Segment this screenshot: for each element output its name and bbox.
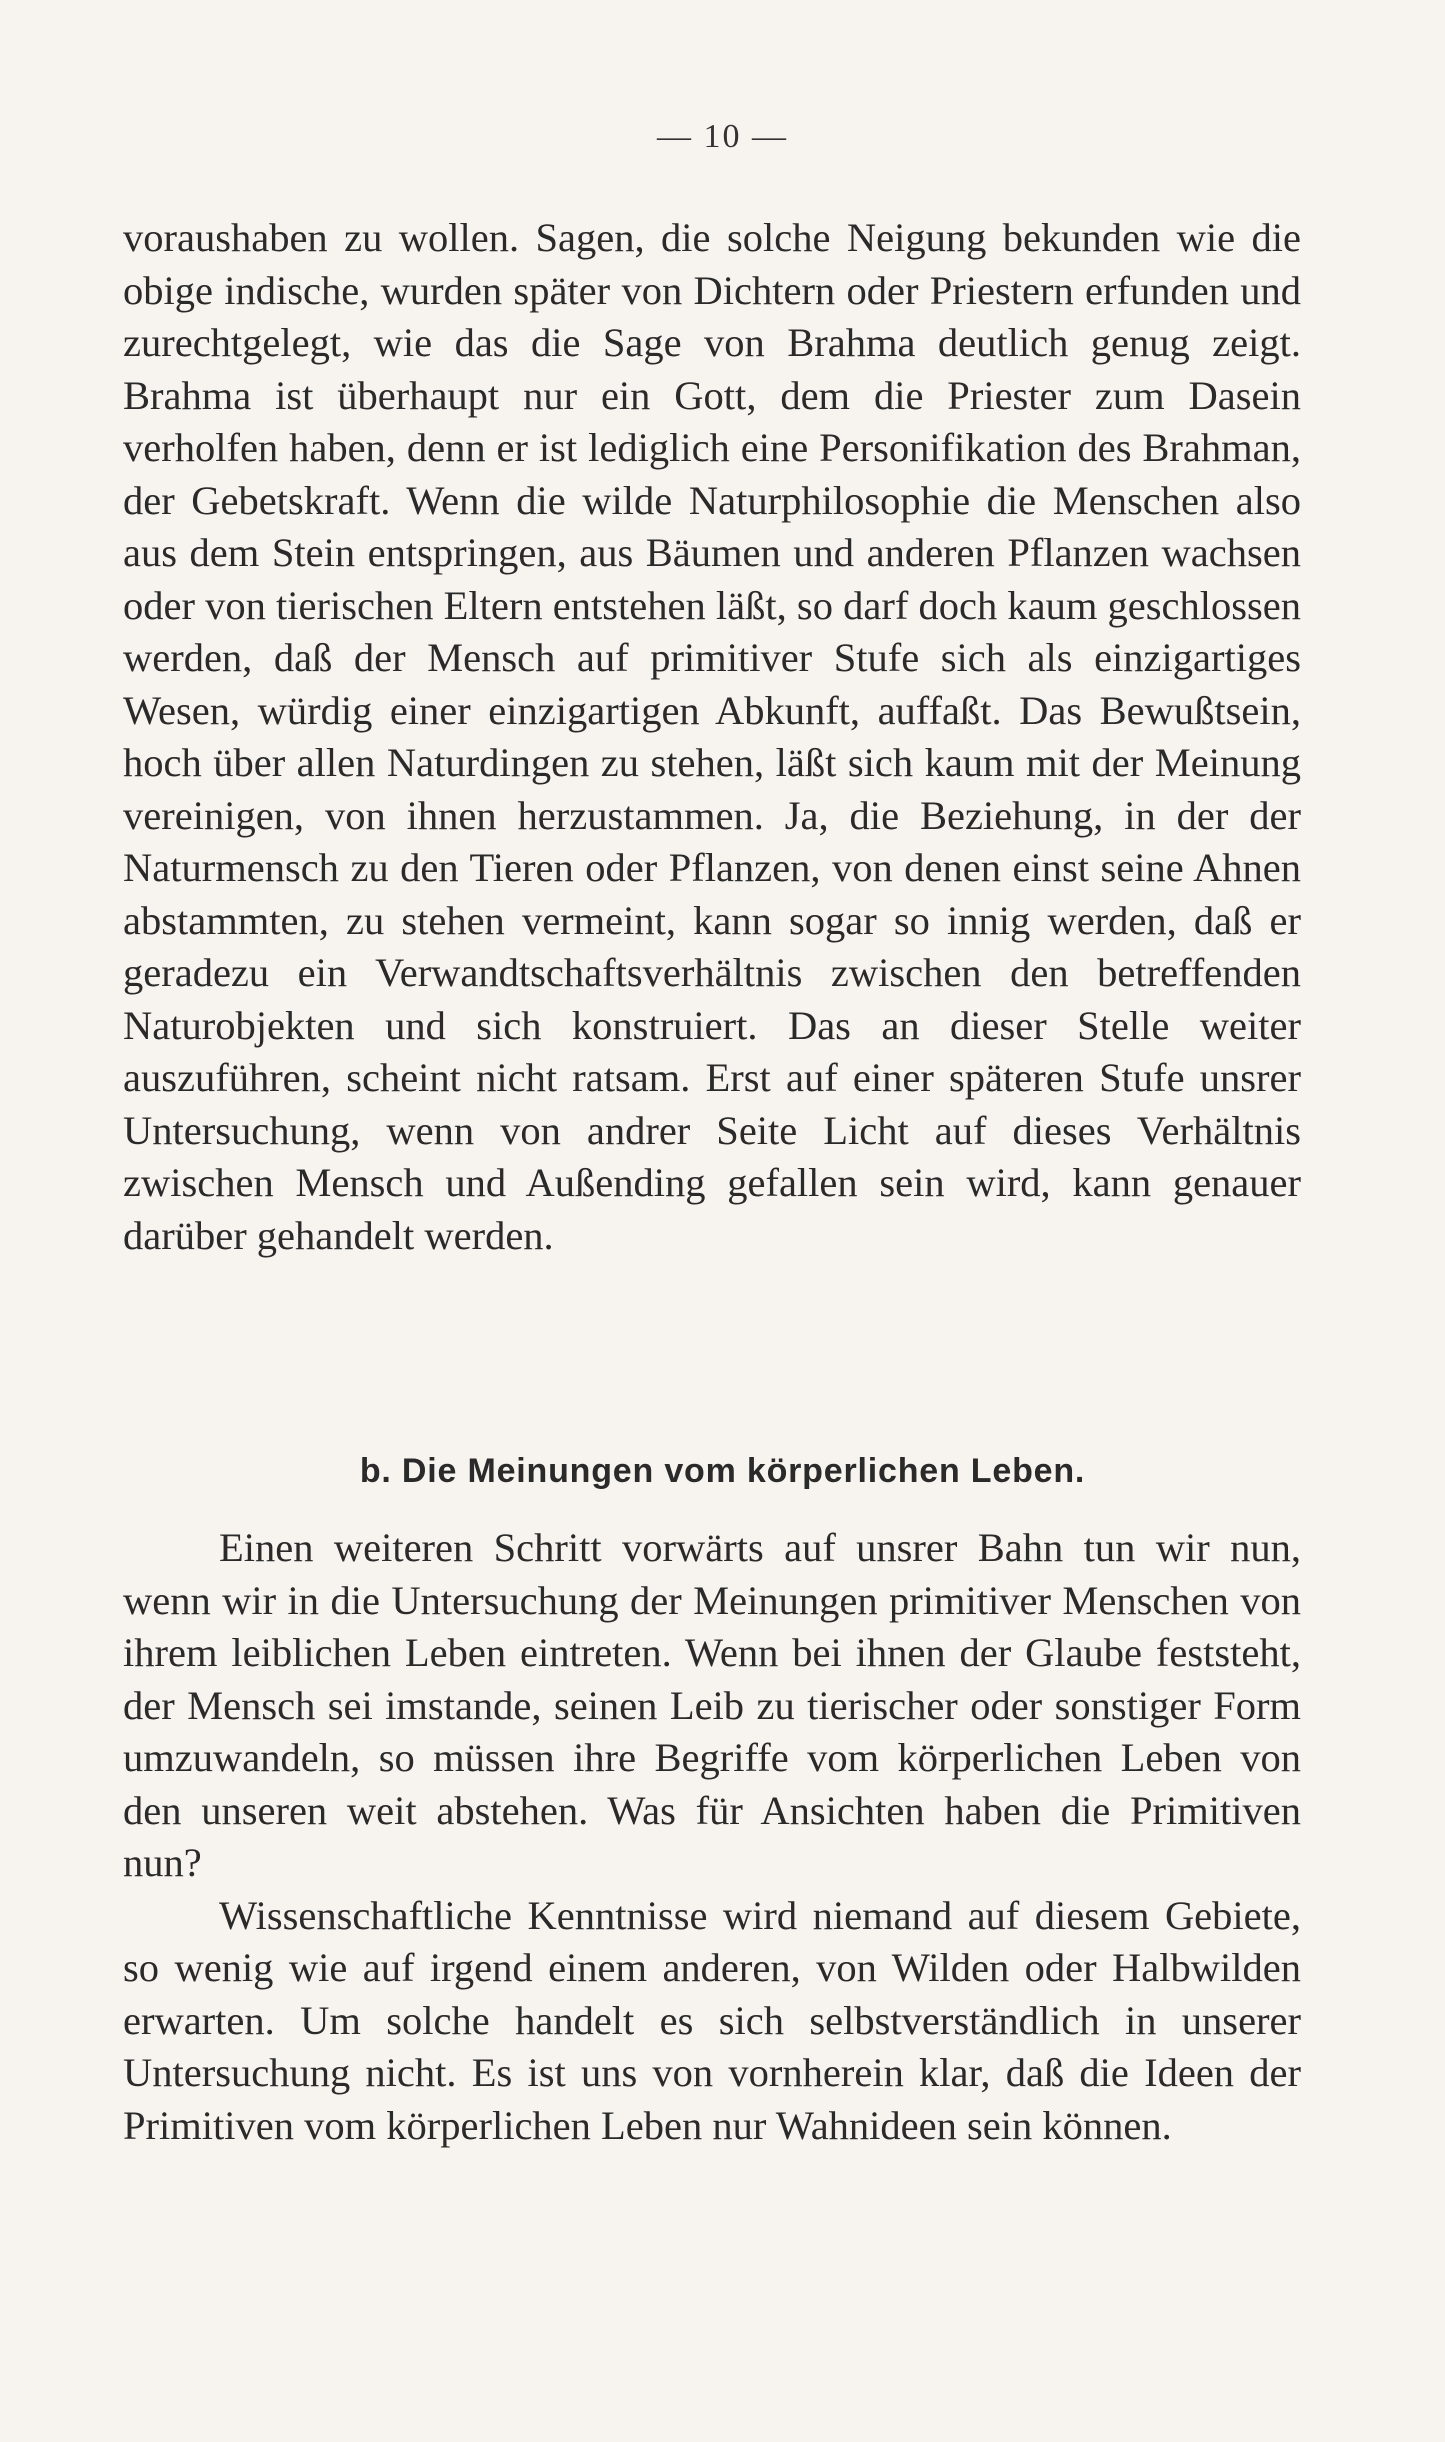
continued-text-block xyxy=(123,212,1301,1262)
section-heading: b. Die Meinungen vom körperlichen Leben. xyxy=(359,1452,1086,1490)
paragraph-1: Einen weiteren Schritt vorwärts auf unsrer Bahn tun wir nun, wenn wir in die Untersuchung der Meinungen primitiver Menschen von ihrem leiblichen Leben eintreten. Wenn bei ihnen der Glaube feststeht, der Mensch sei imstande, seinen Leib zu tierischer oder sonstiger Form umzuwandeln, so müssen ihre Begriffe vom körperlichen Leben von den unseren weit abstehen. Was für Ansichten haben die Primitiven nun? xyxy=(123,1525,1301,1885)
page-number: — 10 — xyxy=(657,118,788,155)
paragraph-2: Wissenschaftliche Kenntnisse wird niemand auf diesem Gebiete, so wenig wie auf irgend einem anderen, von Wilden oder Halbwilden erwarten. Um solche handelt es sich selbstverständlich in unserer Untersuchung nicht. Es ist uns von vornherein klar, daß die Ideen der Primitiven vom körperlichen Leben nur Wahnideen sein können. xyxy=(123,1892,1301,2148)
paragraph-continued: voraushaben zu wollen. Sagen, die solche Neigung bekunden wie die obige indische, wurden später von Dichtern oder Priestern erfunden und zurechtgelegt, wie das die Sage von Brahma deutlich genug zeigt. Brahma ist überhaupt nur ein Gott, dem die Priester zum Dasein verholfen haben, denn er ist lediglich eine Personifikation des Brahman, der Gebetskraft. Wenn die wilde Naturphilosophie die Menschen also aus dem Stein entspringen, aus Bäumen und anderen Pflanzen wachsen oder von tierischen Eltern entstehen läßt, so darf doch kaum geschlossen werden, daß der Mensch auf primitiver Stufe sich als einzigartiges Wesen, würdig einer einzigartigen Abkunft, auffaßt. Das Bewußtsein, hoch über allen Naturdingen zu stehen, läßt sich kaum mit der Meinung vereinigen, von ihnen herzustammen. Ja, die Beziehung, in der der Naturmensch zu den Tieren oder Pflanzen, von denen einst seine Ahnen abstammten, zu stehen vermeint, kann sogar so innig werden, daß er geradezu ein Verwandtschaftsverhältnis zwischen den betreffenden Naturobjekten und sich konstruiert. Das an dieser Stelle weiter auszuführen, scheint nicht ratsam. Erst auf einer späteren Stufe unsrer Untersuchung, wenn von andrer Seite Licht auf dieses Verhältnis zwischen Mensch und Außending gefallen sein wird, kann genauer darüber gehandelt werden. xyxy=(123,215,1301,1258)
section-body xyxy=(123,1522,1301,2152)
